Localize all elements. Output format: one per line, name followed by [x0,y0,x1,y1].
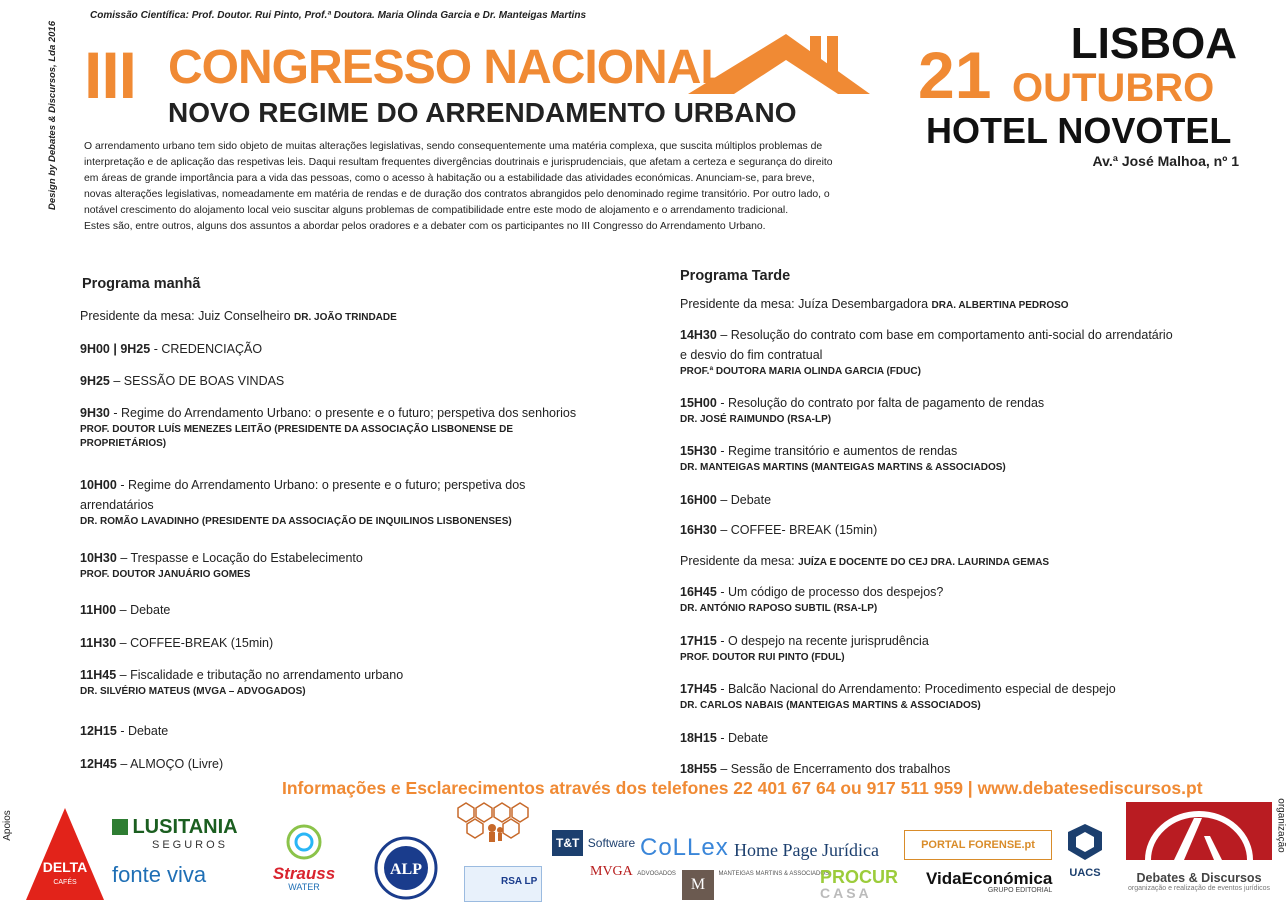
program-item: 11H00 – Debate [80,603,171,617]
debates-discursos-logo [1126,802,1272,904]
item-time: 17H45 [680,682,717,696]
strauss-sub: WATER [288,882,320,892]
mvga-text: MVGA [590,864,633,879]
item-time: 9H30 [80,406,110,420]
item-text: Debate [130,603,171,617]
program-item: 15H00 - Resolução do contrato por falta de pagamento de rendas DR. JOSÉ RAIMUNDO (RSA-LP) [680,393,1180,427]
morning-program-title: Programa manhã [82,276,201,292]
item-text: Debate [127,724,169,738]
president-name: DR. JOÃO TRINDADE [294,312,397,323]
event-city: LISBOA [1070,19,1237,68]
event-address: Av.ª José Malhoa, nº 1 [1092,153,1239,169]
vida-economica-logo [926,870,1052,894]
tt-software-text: Software [587,836,636,850]
program-item: 9H25 – SESSÃO DE BOAS VINDAS [80,374,285,388]
item-text: CREDENCIAÇÃO [161,342,263,356]
item-time: 16H00 [680,493,717,507]
program-item: 9H30 - Regime do Arrendamento Urbano: o presente e o futuro; perspetiva dos senhorios PROF. DOUTOR LUÍS MENEZES LEITÃO (PRESIDENTE DA ASSOCIAÇÃO LISBONENSE DE PROPRIETÁRIOS) [80,403,600,451]
president-label: Presidente da mesa: Juíza Desembargadora [680,297,929,311]
mvga-logo [556,862,676,880]
congress-title: CONGRESSO NACIONAL [168,41,729,94]
item-speaker: PROF.ª DOUTORA MARIA OLINDA GARCIA (FDUC) [680,366,921,377]
program-item: 10H00 - Regime do Arrendamento Urbano: o presente e o futuro; perspetiva dos arrendatários DR. ROMÃO LAVADINHO (PRESIDENTE DA ASSOCIAÇÃO DE INQUILINOS LISBONENSES) [80,475,600,529]
item-speaker: DR. MANTEIGAS MARTINS (MANTEIGAS MARTINS & ASSOCIADOS) [680,462,1006,473]
alp-logo [374,836,438,900]
lusitania-name: LUSITANIA [132,816,238,838]
portal-forense-logo: PORTAL FORENSE.pt [904,830,1052,860]
item-time: 11H30 [80,636,117,650]
item-speaker: DR. ANTÓNIO RAPOSO SUBTIL (RSA-LP) [680,603,878,614]
item-text: COFFEE-BREAK (15min) [130,636,274,650]
vida-sub: GRUPO EDITORIAL [987,887,1053,894]
homepage-juridica-logo: Home Page Jurídica [734,840,879,860]
program-item: 11H30 – COFFEE-BREAK (15min) [80,636,274,650]
intro-paragraph: O arrendamento urbano tem sido objeto de muitas alterações legislativas, sendo consequentemente uma matéria complexa, que suscita múltiplos problemas de interpretação e de aplicação das respetivas leis. Daqui resultam frequentes divergências doutrinais e jurisprudenciais, que afetam a certeza e segurança do direito em áreas de grande importância para a vida das pessoas, como o acesso à habitação ou a estabilidade das atividades económicas. Anunciam-se, para breve, novas alterações legislativas, nomeadamente em matéria de rendas e de duração dos contratos abrangidos pelo denominado regime transitório. Por outro lado, o notável crescimento do alojamento local veio suscitar alguns problemas de compatibilidade entre este modo de alojamento e o arrendamento tradicional. [84,141,833,216]
mvga-sub: ADVOGADOS [637,871,676,877]
program-item: 17H45 - Balcão Nacional do Arrendamento: Procedimento especial de despejo DR. CARLOS NABAIS (MANTEIGAS MARTINS & ASSOCIADOS) [680,679,1190,713]
morning-president [80,309,397,323]
fonte-viva-logo: fonte viva [112,862,207,887]
item-time: 12H45 [80,757,117,771]
item-time: 12H15 [80,724,117,738]
item-text: COFFEE- BREAK (15min) [730,523,878,537]
program-item: 11H45 – Fiscalidade e tributação no arrendamento urbano DR. SILVÉRIO MATEUS (MVGA – ADVOGADOS) [80,665,600,699]
item-text: SESSÃO DE BOAS VINDAS [123,374,285,388]
procur-sub: CASA [820,885,872,901]
program-item: 10H30 – Trespasse e Locação do Estabelecimento PROF. DOUTOR JANUÁRIO GOMES [80,548,600,582]
debates-sub: organização e realização de eventos jurídicos [1127,885,1271,892]
hexagon-family-icon [446,800,546,846]
item-text: ALMOÇO (Livre) [130,757,224,771]
item-text: Balcão Nacional do Arrendamento: Procedimento especial de despejo [727,682,1116,696]
afternoon-program-title: Programa Tarde [680,268,791,284]
president-name: DRA. ALBERTINA PEDROSO [931,300,1069,311]
item-time: 15H00 [680,396,717,410]
item-speaker: DR. CARLOS NABAIS (MANTEIGAS MARTINS & ASSOCIADOS) [680,700,981,711]
item-text: Trespasse e Locação do Estabelecimento [130,551,363,565]
tt-mark: T&T [552,830,583,856]
program-item: 15H30 - Regime transitório e aumentos de rendas DR. MANTEIGAS MARTINS (MANTEIGAS MARTINS & ASSOCIADOS) [680,441,1180,475]
lusitania-logo [112,816,238,851]
alp-logo-text: ALP [390,861,422,878]
program-item: 12H45 – ALMOÇO (Livre) [80,757,224,771]
program-item: 16H00 – Debate [680,493,772,507]
item-time: 15H30 [680,444,717,458]
item-speaker: PROF. DOUTOR JANUÁRIO GOMES [80,569,251,580]
procur-text: PROCUR [820,867,899,887]
uacs-text: UACS [1069,867,1101,879]
intro-paragraph: Estes são, entre outros, alguns dos assuntos a abordar pelos oradores e a debater com os participantes no III Congresso do Arrendamento Urbano. [84,221,766,232]
item-time: 10H00 [80,478,117,492]
manteigas-mark-icon: M [682,870,714,900]
tt-software-logo [552,830,635,856]
scientific-committee: Comissão Científica: Prof. Doutor. Rui Pinto, Prof.ª Doutora. Maria Olinda Garcia e Dr. Manteigas Martins [90,10,587,21]
event-venue: HOTEL NOVOTEL [926,110,1232,151]
delta-logo-subtext: CAFÉS [53,879,77,886]
uacs-logo [1062,822,1108,879]
item-speaker: PROF. DOUTOR LUÍS MENEZES LEITÃO (PRESIDENTE DA ASSOCIAÇÃO LISBONENSE DE PROPRIETÁRIOS) [80,424,514,449]
congress-subtitle: NOVO REGIME DO ARRENDAMENTO URBANO [168,97,797,128]
intro-text [84,139,844,235]
program-item: 17H15 - O despejo na recente jurisprudência PROF. DOUTOR RUI PINTO (FDUL) [680,631,1180,665]
item-speaker: DR. ROMÃO LAVADINHO (PRESIDENTE DA ASSOCIAÇÃO DE INQUILINOS LISBONENSES) [80,516,512,527]
item-speaker: DR. SILVÉRIO MATEUS (MVGA – ADVOGADOS) [80,686,306,697]
vida-text: VidaEconómica [926,869,1053,888]
strauss-logo [254,820,354,892]
lusitania-sub: SEGUROS [152,839,229,851]
debates-mark-icon [1126,802,1272,860]
item-time: 11H00 [80,603,117,617]
delta-logo-text: DELTA [42,859,88,875]
design-credit: Design by Debates & Discursos, Lda 2016 [47,20,59,211]
item-text: Regime do Arrendamento Urbano: o presente e o futuro; perspetiva dos senhorios [121,406,577,420]
item-text: Resolução do contrato por falta de pagamento de rendas [727,396,1045,410]
rsa-lp-logo [464,866,542,902]
item-time: 17H15 [680,634,717,648]
item-text: Regime do Arrendamento Urbano: o presente e o futuro; perspetiva dos arrendatários [80,478,526,512]
item-time: 18H15 [680,731,717,745]
program-item: 14H30 – Resolução do contrato com base em comportamento anti-social do arrendatário e desvio do fim contratual PROF.ª DOUTORA MARIA OLINDA GARCIA (FDUC) [680,325,1180,379]
contact-info: Informações e Esclarecimentos através dos telefones 22 401 67 64 ou 917 511 959 | www.debatesediscursos.pt [282,778,1203,798]
strauss-name: Strauss [272,864,336,883]
item-text: Resolução do contrato com base em comportamento anti-social do arrendatário e desvio do fim contratual [680,328,1173,362]
item-text: Regime transitório e aumentos de rendas [727,444,958,458]
president-label: Presidente da mesa: Juiz Conselheiro [80,309,291,323]
program-item: 12H15 - Debate [80,724,169,738]
uacs-shield-icon [1065,822,1105,862]
manteigas-text: MANTEIGAS MARTINS & ASSOCIADOS [718,871,830,877]
item-speaker: DR. JOSÉ RAIMUNDO (RSA-LP) [680,414,832,425]
supporters-label: Apoios [1,810,13,841]
house-roof-icon [688,28,870,98]
item-text: Um código de processo dos despejos? [727,585,944,599]
event-month: OUTUBRO [1012,66,1215,110]
item-text: Sessão de Encerramento dos trabalhos [730,762,951,776]
item-speaker: PROF. DOUTOR RUI PINTO (FDUL) [680,652,845,663]
procur-casa-logo [820,868,898,900]
item-text: Fiscalidade e tributação no arrendamento urbano [130,668,404,682]
item-time: 16H30 [680,523,717,537]
congress-number: III [84,38,137,112]
rsa-lp-text: RSA LP [501,876,538,887]
item-time: 9H25 [80,374,110,388]
strauss-splash-icon [274,820,334,860]
president-name: JUÍZA E DOCENTE DO CEJ DRA. LAURINDA GEMAS [798,557,1050,568]
lusitania-mark-icon [112,819,128,835]
program-item: 16H45 - Um código de processo dos despejos? DR. ANTÓNIO RAPOSO SUBTIL (RSA-LP) [680,582,1180,616]
item-time: 9H00 | 9H25 [80,342,151,356]
collex-logo: CoLLex [640,834,729,861]
program-item: 18H15 - Debate [680,731,769,745]
program-item: 18H55 – Sessão de Encerramento dos trabalhos [680,762,951,776]
item-time: 11H45 [80,668,117,682]
debates-name: Debates & Discursos [1136,871,1262,885]
item-time: 18H55 [680,762,717,776]
item-text: Debate [727,731,769,745]
organizer-label: organização [1275,798,1287,853]
manteigas-martins-logo [682,870,829,900]
president-label: Presidente da mesa: [680,554,795,568]
afternoon-president-2 [680,554,1049,568]
item-time: 10H30 [80,551,117,565]
item-text: Debate [730,493,772,507]
item-text: O despejo na recente jurisprudência [727,634,929,648]
item-time: 14H30 [680,328,717,342]
event-day: 21 [918,38,992,112]
program-item: 9H00 | 9H25 - CREDENCIAÇÃO [80,342,263,356]
item-time: 16H45 [680,585,717,599]
delta-logo [24,806,106,902]
program-item: 16H30 – COFFEE- BREAK (15min) [680,523,878,537]
afternoon-president [680,297,1069,311]
